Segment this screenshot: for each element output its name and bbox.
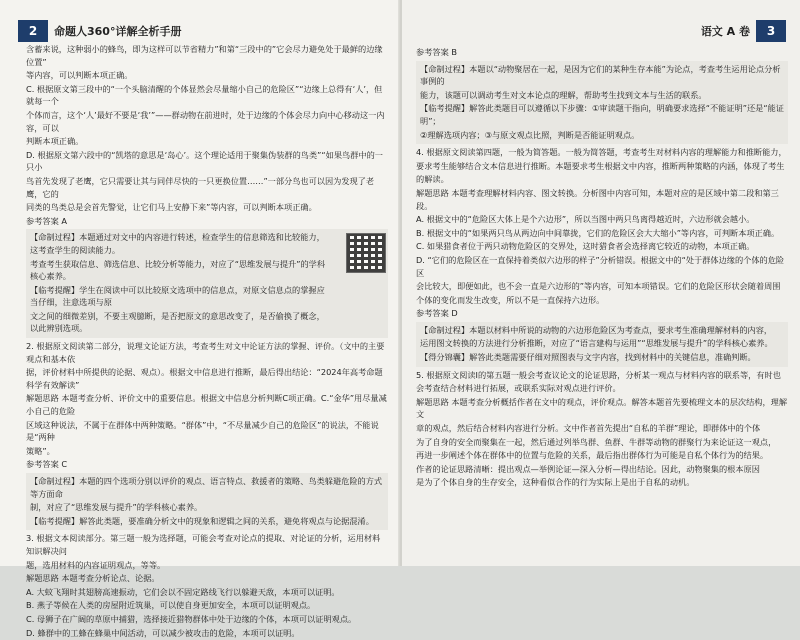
- commentary-box: [416, 61, 788, 145]
- text-line: 是为了个体自身的生存安全，这种看似合作的行为实际上是出于自私的动机。: [416, 477, 695, 488]
- commentary-box: [26, 473, 388, 530]
- text-line: 再进一步阐述个体在群体中的位置与危险的关系，最后指出群体行为可能是自私个体行为的结果。: [416, 450, 769, 461]
- text-line: 题，选用材料的内容证明观点，等等。: [26, 559, 166, 570]
- text-line: 为了自身的安全而聚集在一起，然后通过列举鸟群、鱼群、牛群等动物的群聚行为来论证这一观点，: [416, 436, 777, 447]
- text-line: 作者的论证思路清晰：提出观点—举例论证—深入分析—得出结论。因此，动物聚集的根本原因: [416, 463, 760, 474]
- question-line: 3. 根据文本阅读部分。第三题一般为选择题，可能会考查对论点的提取、对论证的分析，运用材料知识解决问: [26, 533, 381, 556]
- text-line: 个体而言，这个‘人’最好不要是‘我’”——群动物在前进时，处于边缘的个体会尽力向中心移动这一内容，可以: [26, 109, 385, 133]
- left-page: [0, 0, 400, 638]
- text-line: C. 根据原文第三段中的“一个头脑清醒的个体显然会尽量缩小自己的危险区”“边缘上总得有‘人’，但就每一个: [26, 83, 383, 107]
- text-line: 要求考生能够结合文本信息进行推断。本题要求考生根据文中内容，推断两种策略的内涵，体现了考生: [416, 160, 785, 171]
- text-line: 策略”。: [26, 445, 55, 456]
- commentary-box: [416, 322, 788, 367]
- text-line: 含蓄来说，这种弱小的蜂鸟，即为这样可以节省精力”和第“三段中的”它会尽力避免处于最鲜的边缘位置”: [26, 44, 383, 67]
- right-page-number: 3: [756, 20, 786, 42]
- text-line: D. “它们的危险区在一直保持着类似六边形的样子”分析错误。根据文中的“处于群体边缘的个体的危险区: [416, 254, 785, 278]
- text-line: 【命制过程】本题以材料中所说的动物的六边形危险区为考查点，要求考生准确理解材料的内容，: [420, 324, 773, 335]
- text-line: 判断本项正确。: [26, 136, 84, 147]
- text-line: 文之间的细微差别，不要主观臆断，是否把原文的意思改变了，是否偷换了概念，以此辨别选项。: [30, 310, 325, 334]
- text-line: 区域这种说法，不属于在群体中两种策略。“群体”中，“不尽量减少自己的危险区”的说法，不能说是“两种: [26, 419, 379, 443]
- text-line: D. 根据原文第六段中的“凯塔的意思是‘岛心’。这个理论适用于聚集伪装群的鸟类”“如果鸟群中的一只小: [26, 149, 383, 173]
- text-line: 【命制过程】本题通过对文中的内容进行转述，检查学生的信息筛选和比较能力，这考查学生的阅读能力。: [30, 232, 325, 255]
- answer-line: 参考答案 A: [26, 215, 67, 226]
- text-line: 运用图文转换的方法进行分析推断，对应了“语言建构与运用”“思维发展与提升”的学科核心素养。: [420, 338, 773, 349]
- text-line: 个体的变化而发生改变，所以不是一直保持六边形。: [416, 294, 605, 305]
- question-line: 2. 根据原文阅读第二部分，说理文论证方法，考查考生对文中论证方法的掌握、评价。（文中的主要观点和基本依: [26, 341, 385, 364]
- left-page-number: 2: [18, 20, 48, 42]
- right-page: [402, 0, 800, 566]
- qr-code: [346, 233, 386, 273]
- text-line: 解题思路 本题考查理解材料内容、图文转换。分析图中内容可知，本题对应的是区域中第二段和第三段。: [416, 187, 779, 211]
- text-line: A. 大蚊飞翔时其翅膀高速振动，它们会以不固定路线飞行以躲避天敌，本项可以证明。: [26, 586, 340, 597]
- text-line: B. 燕子等候在人类的房屋附近筑巢，可以使自身更加安全，本项可以证明观点。: [26, 600, 316, 611]
- answer-line: 参考答案 D: [416, 308, 458, 319]
- text-line: 鸟首先发现了老鹰，它只需要让其与同伴尽快的一只更换位置……”一部分鸟也可以因为发现了老鹰，它的: [26, 175, 375, 199]
- text-line: 的解读。: [416, 174, 449, 185]
- text-line: A. 根据文中的“危险区大体上是个六边形”，所以当图中两只鸟离得越近时，六边形就会越小。: [416, 214, 755, 225]
- text-line: C. 如果猎食者位于两只动物危险区的交界处，这时猎食者会选择离它较近的动物，本项正确。: [416, 241, 755, 252]
- text-line: 解题思路 本题考查分析概括作者在文中的观点，评价观点。解答本题首先要梳理文本的层次结构，理解文: [416, 396, 788, 420]
- answer-line: 参考答案 B: [416, 47, 457, 57]
- right-page-header: [701, 18, 786, 44]
- text-line: 解题思路 本题考查分析、评价文中的重要信息。根据文中信息分析判断C项正确。C.“金华”用尽量减小自己的危险: [26, 393, 387, 417]
- text-line: D. 蜂群中的工蜂在蜂巢中间活动，可以减少被攻击的危险，本项可以证明。: [26, 627, 300, 638]
- text-line: 会考查结合材料进行拓展，或联系实际对观点进行评价。: [416, 383, 621, 394]
- answer-line: 参考答案 C: [26, 459, 68, 470]
- commentary-box: [26, 229, 388, 338]
- question-line: 5. 根据原文阅读Ⅰ的第五题一般会考查议论文的论证思路，分析某一观点与材料内容的联系等，有时也: [416, 369, 781, 380]
- left-page-title: 命题人360°详解全析手册: [54, 25, 182, 38]
- text-line: 据，评价材料中所提供的论据、观点）。根据文中信息进行推断，最后得出结论：“2024年高考命题科学有效解读”: [26, 367, 383, 390]
- text-line: 【命制过程】本题的四个选项分别以评价的观点、语言特点、救援者的策略、鸟类躲避危险的方式等方面命: [30, 476, 383, 499]
- text-line: 会比较大，即便如此，也不会一直是六边形的”等内容，可知本项错误。它们的危险区形状会随着周围: [416, 281, 781, 292]
- text-line: 等内容，可以判断本项正确。: [26, 70, 133, 81]
- text-line: B. 根据文中的“如果两只鸟从两边向中间靠拢，它们的危险区会大大缩小”等内容，可判断本项正确。: [416, 227, 780, 238]
- text-line: 【临考提醒】学生在阅读中可以比较原文选项中的信息点，对原文信息点的掌握应当仔细，注意选项与原: [30, 284, 325, 308]
- text-line: 【临考提醒】解答此类题目可以遵循以下步骤：①审读题干指向，明确要求选择“不能证明”还是“能证明”；: [420, 103, 784, 126]
- left-page-header: [18, 18, 181, 44]
- text-line: 同类的鸟类总是会首先警觉，让它们马上安静下来”等内容，可以判断本项正确。: [26, 202, 317, 213]
- text-line: 【得分锦囊】解答此类题需要仔细对照图表与文字内容，找到材料中的关键信息，准确判断。: [420, 352, 756, 363]
- text-line: 能力，该题可以调动考生对文本论点的理解，帮助考生找到文本与生活的联系。: [420, 89, 707, 100]
- text-line: ②理解选项内容；③与原文观点比照，判断是否能证明观点。: [420, 129, 640, 140]
- text-line: 解题思路 本题考查分析论点、论据。: [26, 573, 160, 584]
- left-page-content: [26, 43, 388, 640]
- right-page-content: [416, 46, 788, 490]
- text-line: 考查考生获取信息、筛选信息、比较分析等能力，对应了“思维发展与提升”的学科核心素养。: [30, 258, 326, 282]
- question-line: 4. 根据原文阅读第四题，一般为简答题。一般为简答题，考查考生对材料内容的理解能力和推断能力，: [416, 147, 787, 158]
- text-line: 【命制过程】本题以“动物聚居在一起，是因为它们的某种生存本能”为论点，考查考生运用论点分析事例的: [420, 63, 781, 87]
- text-line: 【临考提醒】解答此类题，要准确分析文中的现象和逻辑之间的关系，避免将观点与论据混淆。: [30, 515, 374, 526]
- text-line: 制，对应了“思维发展与提升”的学科核心素养。: [30, 502, 203, 513]
- text-line: 章的观点，然后结合材料内容进行分析。文中作者首先提出“自私的羊群”理论，即群体中的个体: [416, 423, 761, 434]
- text-line: C. 母狮子在广阔的草原中捕猎，选择接近猎物群体中处于边缘的个体，本项可以证明观点。: [26, 613, 357, 624]
- right-page-title: 语文 A 卷: [700, 25, 750, 38]
